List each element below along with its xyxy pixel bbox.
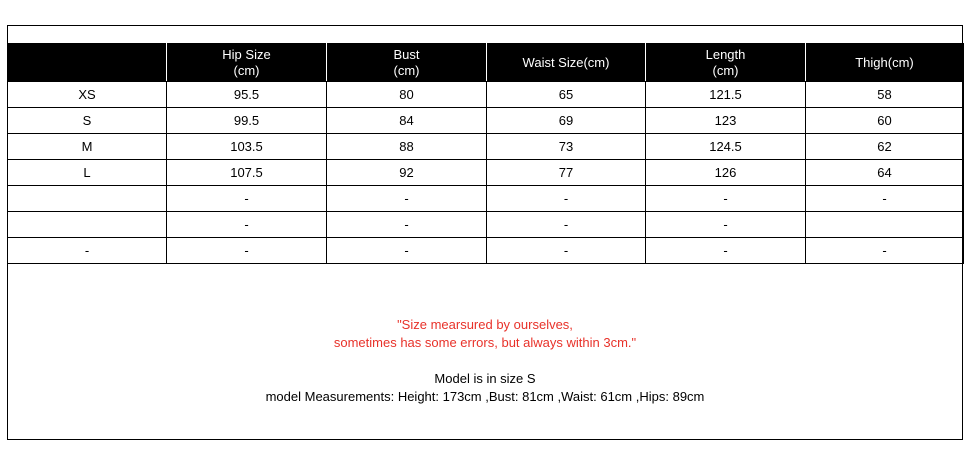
waist-cell: -: [487, 212, 646, 238]
model-size-text: Model is in size S: [434, 371, 536, 386]
hip-cell: -: [167, 212, 327, 238]
table-row: [8, 134, 964, 160]
table-row: [8, 160, 964, 186]
hip-cell: 99.5: [167, 108, 327, 134]
size-cell: [8, 212, 167, 238]
header-cell-waist-size: Waist Size(cm): [487, 44, 646, 82]
thigh-cell: 62: [806, 134, 964, 160]
table-row: [8, 238, 964, 264]
bust-cell: 88: [327, 134, 487, 160]
waist-cell: 73: [487, 134, 646, 160]
header-cell-length: Length (cm): [646, 44, 806, 82]
size-cell: S: [8, 108, 167, 134]
length-cell: 126: [646, 160, 806, 186]
measurement-disclaimer-line-1: "Size mearsured by ourselves,: [397, 317, 573, 332]
bust-cell: 80: [327, 82, 487, 108]
table-row: [8, 82, 964, 108]
bust-cell: -: [327, 212, 487, 238]
header-cell-thigh: Thigh(cm): [806, 44, 964, 82]
size-notes: [7, 316, 963, 406]
thigh-cell: [806, 212, 964, 238]
header-cell-size: [8, 44, 167, 82]
size-cell: XS: [8, 82, 167, 108]
waist-cell: 69: [487, 108, 646, 134]
thigh-cell: 58: [806, 82, 964, 108]
header-cell-hip-size: Hip Size (cm): [167, 44, 327, 82]
waist-cell: -: [487, 186, 646, 212]
length-cell: 121.5: [646, 82, 806, 108]
thigh-cell: 60: [806, 108, 964, 134]
hip-cell: 95.5: [167, 82, 327, 108]
hip-cell: -: [167, 238, 327, 264]
length-cell: -: [646, 212, 806, 238]
length-cell: 124.5: [646, 134, 806, 160]
size-cell: -: [8, 238, 167, 264]
hip-cell: 107.5: [167, 160, 327, 186]
length-cell: 123: [646, 108, 806, 134]
length-cell: -: [646, 186, 806, 212]
size-cell: M: [8, 134, 167, 160]
waist-cell: -: [487, 238, 646, 264]
hip-cell: 103.5: [167, 134, 327, 160]
measurement-disclaimer-line-2: sometimes has some errors, but always within 3cm.": [333, 335, 637, 350]
size-table: [7, 43, 964, 264]
table-header-row: [8, 44, 964, 82]
size-cell: [8, 186, 167, 212]
header-cell-bust: Bust (cm): [327, 44, 487, 82]
bust-cell: 84: [327, 108, 487, 134]
bust-cell: -: [327, 238, 487, 264]
hip-cell: -: [167, 186, 327, 212]
thigh-cell: -: [806, 238, 964, 264]
table-row: [8, 212, 964, 238]
model-measurements-text: model Measurements: Height: 173cm ,Bust: 81cm ,Waist: 61cm ,Hips: 89cm: [265, 389, 705, 404]
bust-cell: -: [327, 186, 487, 212]
thigh-cell: 64: [806, 160, 964, 186]
length-cell: -: [646, 238, 806, 264]
bust-cell: 92: [327, 160, 487, 186]
waist-cell: 65: [487, 82, 646, 108]
waist-cell: 77: [487, 160, 646, 186]
table-row: [8, 108, 964, 134]
size-cell: L: [8, 160, 167, 186]
table-row: [8, 186, 964, 212]
notes-spacer: [7, 352, 963, 370]
thigh-cell: -: [806, 186, 964, 212]
